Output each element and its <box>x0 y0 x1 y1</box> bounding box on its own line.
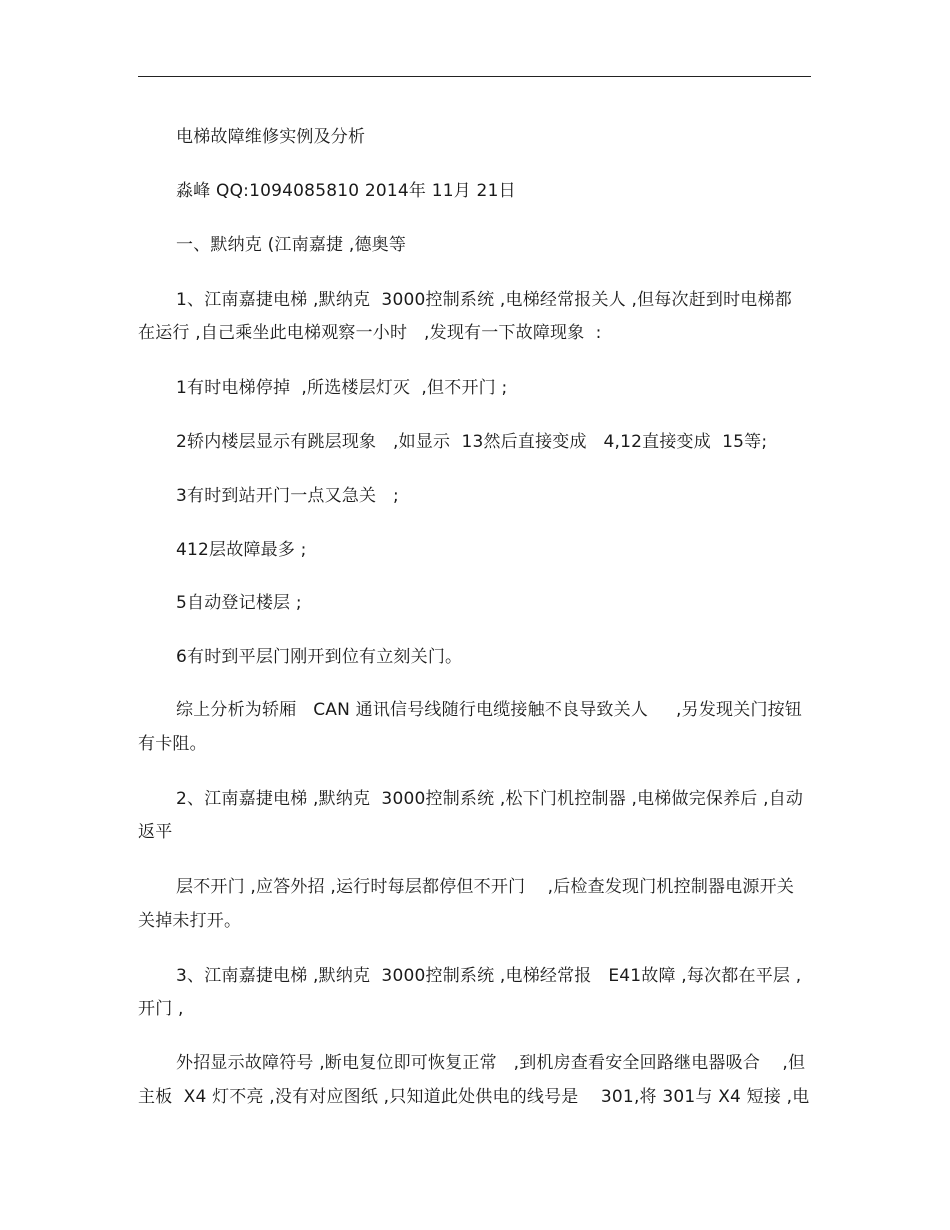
document-byline: 淼峰 QQ:1094085810 2014年 11月 21日 <box>176 181 516 201</box>
list-item: 412层故障最多 ; <box>176 540 307 560</box>
header-rule <box>138 76 811 77</box>
list-item: 5自动登记楼层 ; <box>176 593 302 613</box>
paragraph-line: 综上分析为轿厢 CAN 通讯信号线随行电缆接触不良导致关人 ,另发现关门按钮 <box>176 700 803 720</box>
paragraph-line: 在运行 ,自己乘坐此电梯观察一小时 ,发现有一下故障现象 : <box>138 323 602 343</box>
list-item: 6有时到平层门刚开到位有立刻关门。 <box>176 647 463 667</box>
list-item: 2轿内楼层显示有跳层现象 ,如显示 13然后直接变成 4,12直接变成 15等; <box>176 432 768 452</box>
paragraph-line: 关掉未打开。 <box>138 911 242 931</box>
paragraph-line: 1、江南嘉捷电梯 ,默纳克 3000控制系统 ,电梯经常报关人 ,但每次赶到时电梯都 <box>176 290 792 310</box>
paragraph-line: 层不开门 ,应答外招 ,运行时每层都停但不开门 ,后检查发现门机控制器电源开关 <box>176 877 795 897</box>
section-heading: 一、默纳克 (江南嘉捷 ,德奥等 <box>176 235 407 255</box>
paragraph-line: 有卡阻。 <box>138 734 207 754</box>
paragraph-line: 主板 X4 灯不亮 ,没有对应图纸 ,只知道此处供电的线号是 301,将 301与 X4 短接 ,电 <box>138 1087 810 1107</box>
list-item: 1有时电梯停掉 ,所选楼层灯灭 ,但不开门 ; <box>176 378 508 398</box>
paragraph-line: 返平 <box>138 822 173 842</box>
paragraph-line: 外招显示故障符号 ,断电复位即可恢复正常 ,到机房查看安全回路继电器吸合 ,但 <box>176 1053 806 1073</box>
paragraph-line: 开门 , <box>138 999 184 1019</box>
list-item: 3有时到站开门一点又急关 ; <box>176 486 399 506</box>
paragraph-line: 3、江南嘉捷电梯 ,默纳克 3000控制系统 ,电梯经常报 E41故障 ,每次都在平层 , <box>176 966 802 986</box>
document-title: 电梯故障维修实例及分析 <box>176 127 366 147</box>
paragraph-line: 2、江南嘉捷电梯 ,默纳克 3000控制系统 ,松下门机控制器 ,电梯做完保养后 ,自动 <box>176 789 804 809</box>
